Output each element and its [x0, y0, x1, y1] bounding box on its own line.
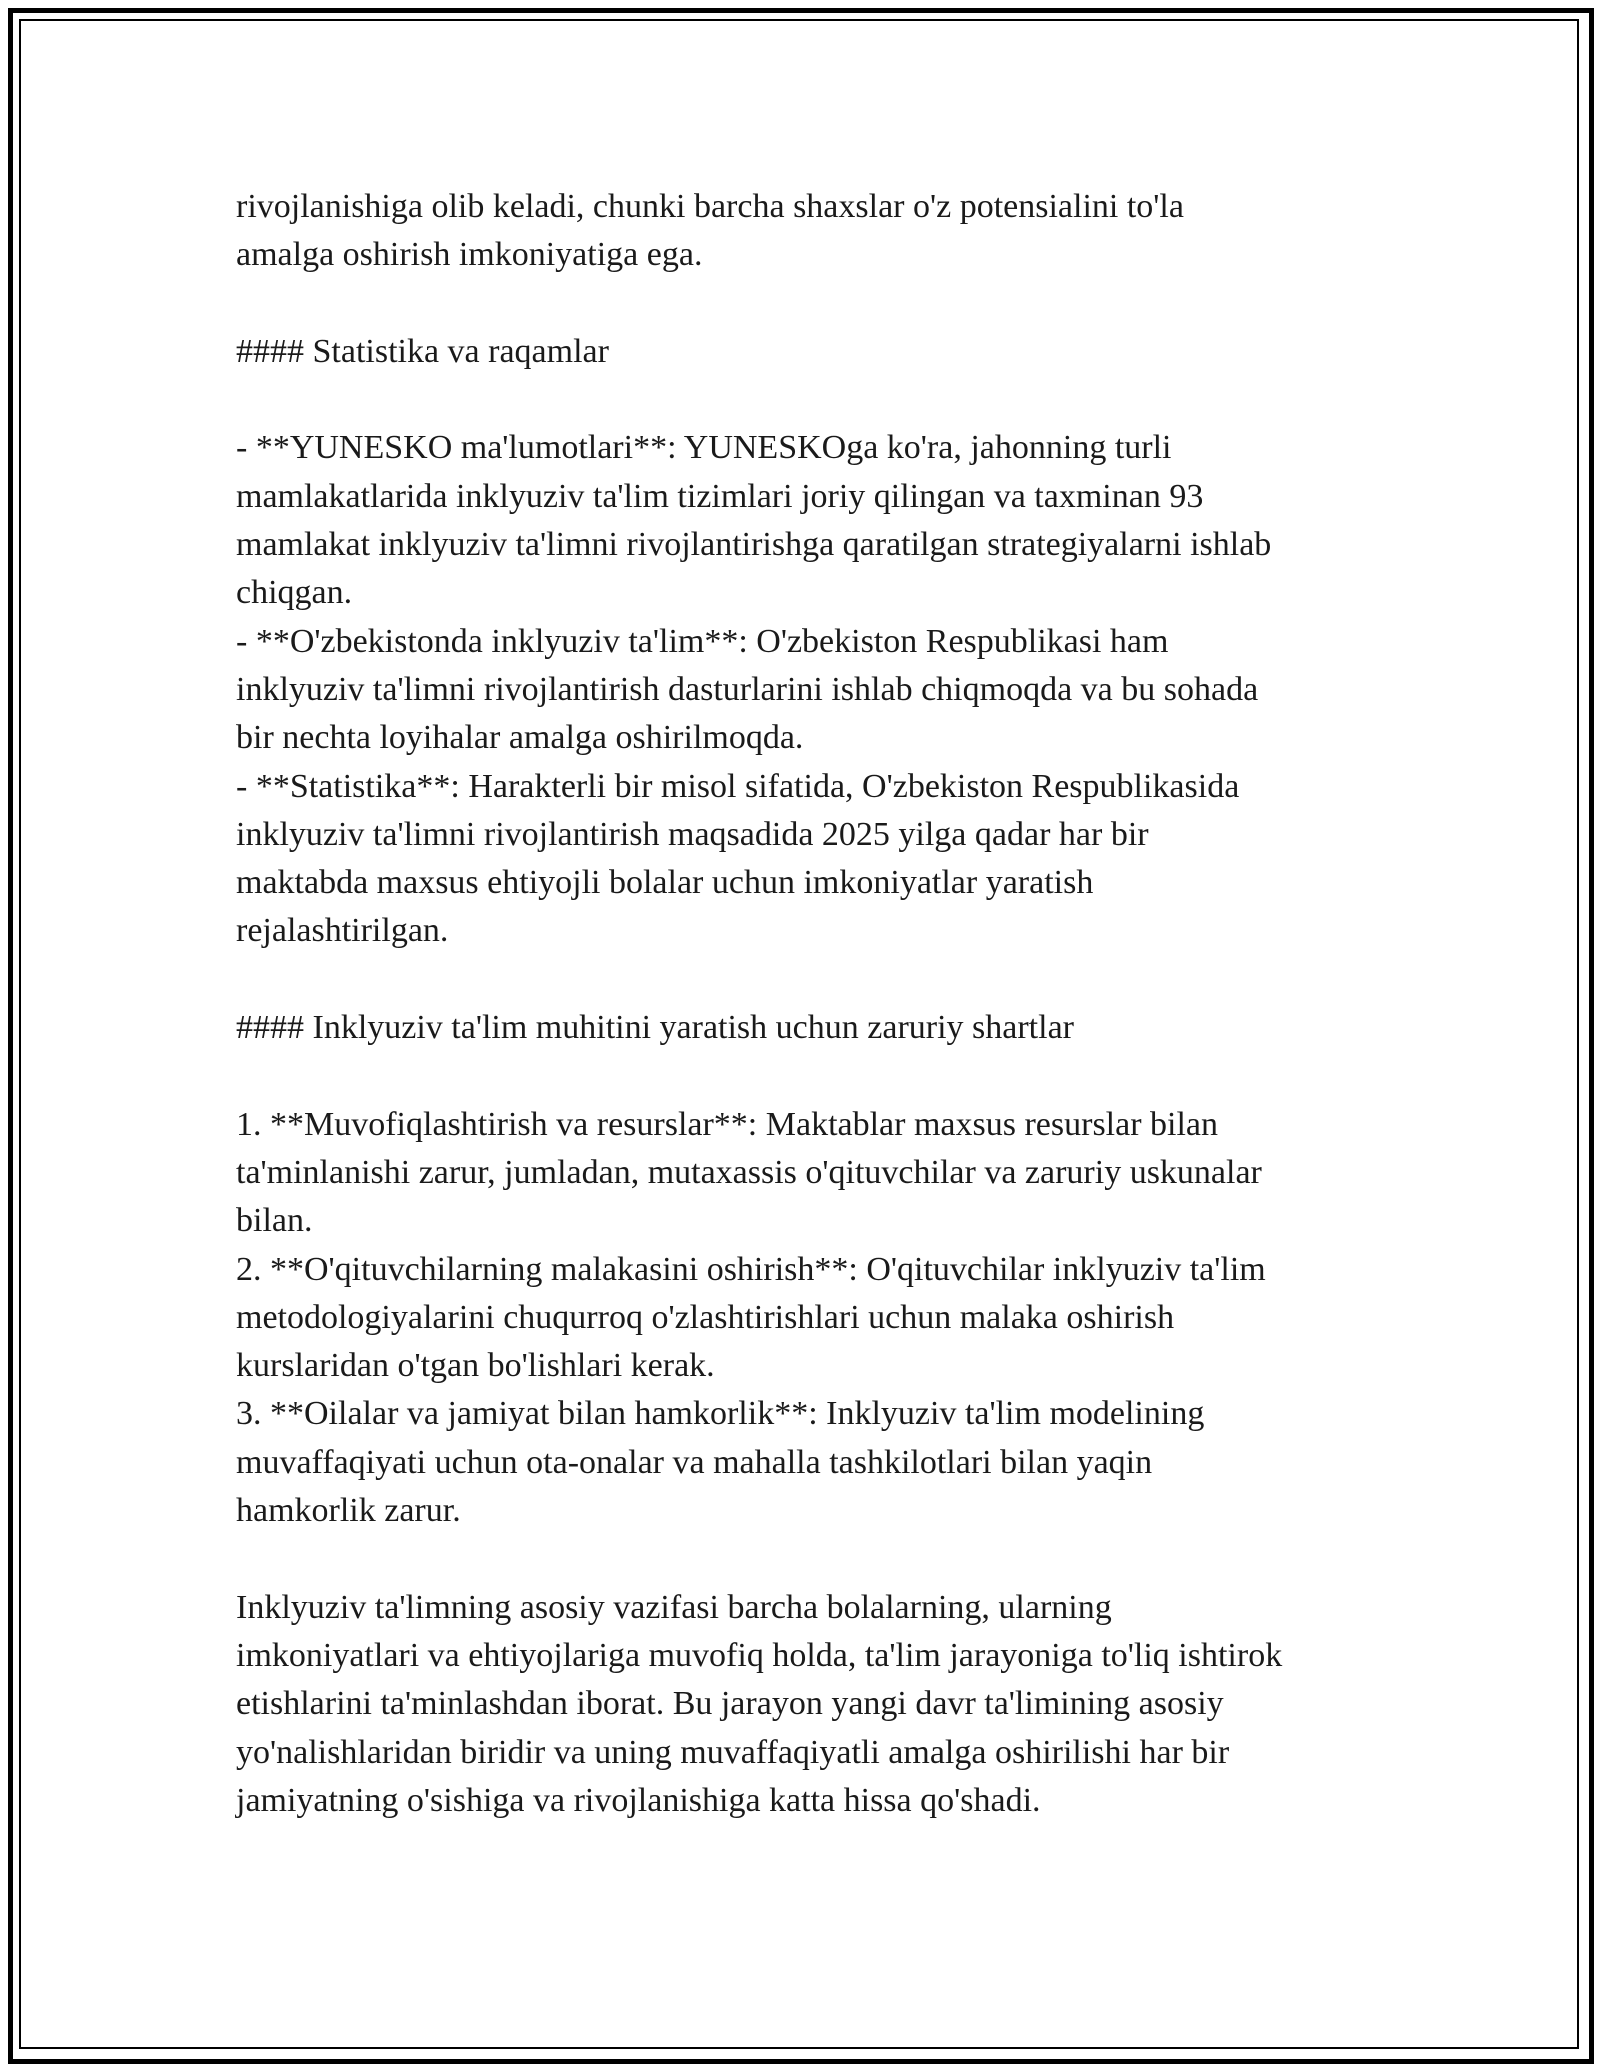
spacer: [236, 1052, 1396, 1100]
numbered-item-teachers: 2. **O'qituvchilarning malakasini oshirish**: O'qituvchilar inklyuziv ta'lim metodologiyalarini chuqurroq o'zlashtirishlari uchun malaka oshirish kurslaridan o'tgan bo'lishlari kerak.: [236, 1250, 1266, 1385]
intro-paragraph: rivojlanishiga olib keladi, chunki barcha shaxslar o'z potensialini to'la amalga oshirish imkoniyatiga ega.: [236, 188, 1184, 274]
section-heading-statistics: #### Statistika va raqamlar: [236, 332, 609, 370]
spacer: [236, 1535, 1396, 1583]
spacer: [236, 956, 1396, 1004]
numbered-item-cooperation: 3. **Oilalar va jamiyat bilan hamkorlik**: Inklyuziv ta'lim modelining muvaffaqiyati uchun ota-onalar va mahalla tashkilotlari bilan yaqin hamkorlik zarur.: [236, 1395, 1205, 1530]
bullet-item-uzbekistan: - **O'zbekistonda inklyuziv ta'lim**: O'zbekiston Respublikasi ham inklyuziv ta'limni rivojlantirish dasturlarini ishlab chiqmoqda va bu sohada bir nechta loyihalar amalga oshirilmoqda.: [236, 622, 1259, 757]
numbered-item-resources: 1. **Muvofiqlashtirish va resurslar**: Maktablar maxsus resurslar bilan ta'minlanishi zarur, jumladan, mutaxassis o'qituvchilar va zaruriy uskunalar bilan.: [236, 1105, 1262, 1240]
document-body: [236, 183, 1396, 1825]
bullet-item-unesco: - **YUNESKO ma'lumotlari**: YUNESKOga ko'ra, jahonning turli mamlakatlarida inklyuziv ta'lim tizimlari joriy qilingan va taxminan 93 mamlakat inklyuziv ta'limni rivojlantirishga qaratilgan strategiyalarni ishlab chiqgan.: [236, 429, 1272, 612]
bullet-item-statistics: - **Statistika**: Harakterli bir misol sifatida, O'zbekiston Respublikasida inklyuziv ta'limni rivojlantirish maqsadida 2025 yilga qadar har bir maktabda maxsus ehtiyojli bolalar uchun imkoniyatlar yaratish rejalashtirilgan.: [236, 767, 1240, 950]
spacer: [236, 376, 1396, 424]
spacer: [236, 280, 1396, 328]
section-heading-conditions: #### Inklyuziv ta'lim muhitini yaratish uchun zaruriy shartlar: [236, 1009, 1074, 1047]
conclusion-paragraph: Inklyuziv ta'limning asosiy vazifasi barcha bolalarning, ularning imkoniyatlari va ehtiyojlariga muvofiq holda, ta'lim jarayoniga to'liq ishtirok etishlarini ta'minlashdan iborat. Bu jarayon yangi davr ta'limining asosiy yo'nalishlaridan biridir va uning muvaffaqiyatli amalga oshirilishi har bir jamiyatning o'sishiga va rivojlanishiga katta hissa qo'shadi.: [236, 1588, 1283, 1819]
